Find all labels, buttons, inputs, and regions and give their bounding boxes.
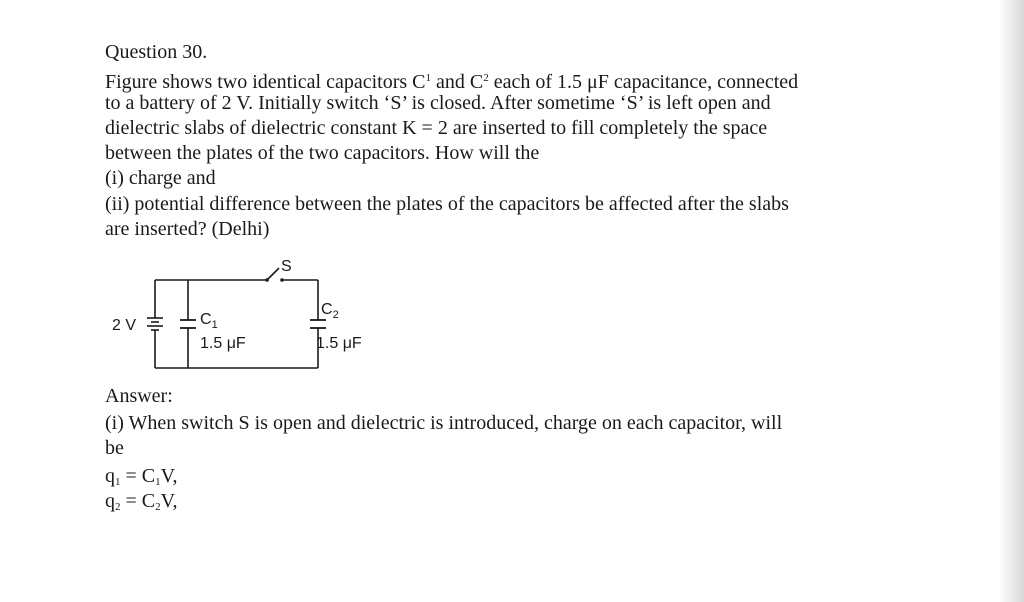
circuit-wires	[155, 280, 318, 368]
answer-line-2: be	[105, 437, 124, 459]
battery-symbol	[147, 318, 163, 330]
question-part-ii-line-1: (ii) potential difference between the plates of the capacitors be affected after the slabs	[105, 193, 789, 215]
circuit-diagram	[100, 250, 380, 380]
equation-q2: $q_2 = C_2V$,	[105, 490, 178, 513]
capacitor-c2-symbol	[310, 320, 326, 328]
switch-label: S	[281, 258, 292, 275]
c2-label: $C_2$	[321, 301, 339, 321]
c1-label: $C_1$	[200, 311, 218, 331]
question-heading: Question 30.	[105, 41, 208, 63]
c1-value: 1.5 μF	[200, 335, 246, 352]
question-line-1: Figure shows two identical capacitors $C^1$ and $C^2$ each of 1.5 μF capacitance, connected	[105, 71, 799, 93]
battery-label: 2 V	[112, 317, 137, 334]
question-part-i: (i) charge and	[105, 167, 216, 189]
answer-line-1: (i) When switch S is open and dielectric is introduced, charge on each capacitor, will	[105, 412, 783, 434]
capacitor-c1-symbol	[180, 320, 196, 328]
question-line-2: to a battery of 2 V. Initially switch ‘S’ is closed. After sometime ‘S’ is left open and	[105, 92, 771, 114]
answer-heading: Answer:	[105, 385, 173, 407]
page-edge-shadow	[998, 0, 1024, 602]
question-line-3: dielectric slabs of dielectric constant K = 2 are inserted to fill completely the space	[105, 117, 768, 139]
question-part-ii-line-2: are inserted? (Delhi)	[105, 218, 270, 240]
equation-q1: $q_1 = C_1V$,	[105, 465, 178, 488]
question-line-4: between the plates of the two capacitors. How will the	[105, 142, 540, 164]
c2-value: 1.5 μF	[316, 335, 362, 352]
